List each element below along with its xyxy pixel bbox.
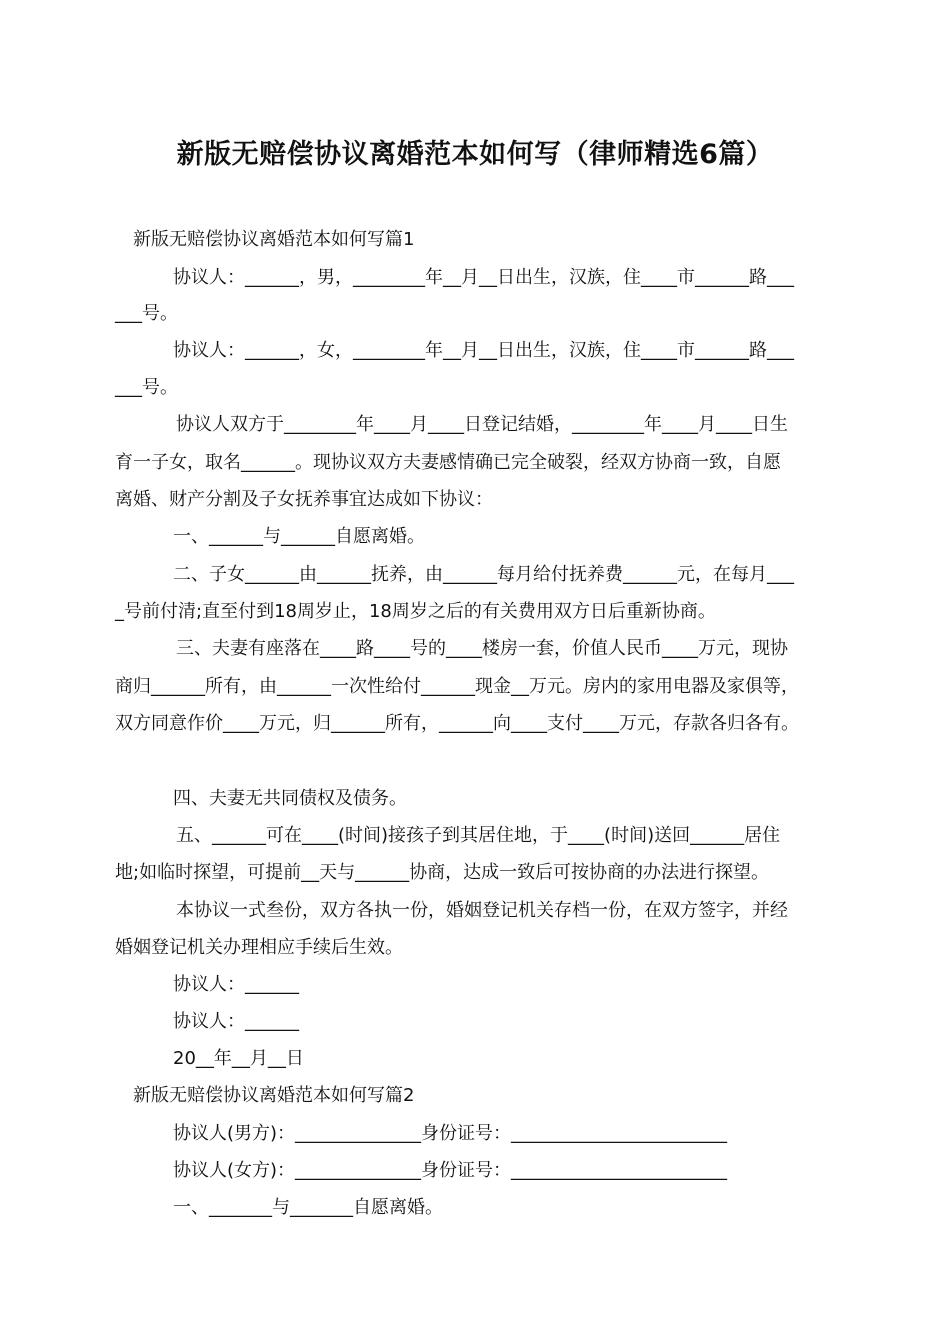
paragraph-line: ___号。 xyxy=(115,303,178,324)
signature-line: 协议人：______ xyxy=(173,1011,299,1032)
paragraph-line: ___号。 xyxy=(115,377,178,398)
paragraph-line: 二、子女______由______抚养，由______每月给付抚养费______元，在每月___ xyxy=(173,564,794,585)
paragraph-line: 商归______所有，由______一次性给付______现金__万元。房内的家用电器及家俱等， xyxy=(115,676,799,697)
paragraph-line: 育一子女，取名______。现协议双方夫妻感情确已完全破裂，经双方协商一致，自愿 xyxy=(115,452,781,473)
paragraph-line: 四、夫妻无共同债权及债务。 xyxy=(173,788,407,809)
paragraph-line: 双方同意作价____万元，归______所有，______向____支付____万元，存款各归各有。 xyxy=(115,713,799,734)
paragraph-line: 协议人：______，男，________年__月__日出生，汉族，住____市______路___ xyxy=(173,267,794,288)
paragraph-line: 协议人(男方)：______________身份证号：________________________ xyxy=(173,1123,728,1144)
date-line: 20__年__月__日 xyxy=(173,1048,304,1069)
paragraph-line: 一、_______与_______自愿离婚。 xyxy=(173,1197,443,1218)
paragraph-line: 本协议一式叁份，双方各执一份，婚姻登记机关存档一份，在双方签字，并经 xyxy=(176,900,788,921)
paragraph-line: 三、夫妻有座落在____路____号的____楼房一套，价值人民币____万元，现协 xyxy=(176,638,788,659)
signature-line: 协议人：______ xyxy=(173,974,299,995)
paragraph-line: 一、______与______自愿离婚。 xyxy=(173,526,425,547)
section-heading-2: 新版无赔偿协议离婚范本如何写篇2 xyxy=(133,1085,415,1106)
paragraph-line: 婚姻登记机关办理相应手续后生效。 xyxy=(115,937,403,958)
paragraph-line: 地;如临时探望，可提前__天与______协商，达成一致后可按协商的办法进行探望。 xyxy=(115,862,770,883)
paragraph-line: 离婚、财产分割及子女抚养事宜达成如下协议： xyxy=(115,489,493,510)
section-heading-1: 新版无赔偿协议离婚范本如何写篇1 xyxy=(133,229,415,250)
paragraph-line: 协议人：______，女，________年__月__日出生，汉族，住____市______路___ xyxy=(173,340,794,361)
paragraph-line: 五、______可在____(时间)接孩子到其居住地，于____(时间)送回______居住 xyxy=(176,825,781,846)
paragraph-line: 协议人(女方)：______________身份证号：________________________ xyxy=(173,1160,728,1181)
paragraph-line: _号前付清;直至付到18周岁止，18周岁之后的有关费用双方日后重新协商。 xyxy=(115,601,716,622)
paragraph-line: 协议人双方于________年____月____日登记结婚，________年____月____日生 xyxy=(176,414,788,435)
document-title: 新版无赔偿协议离婚范本如何写（律师精选6篇） xyxy=(176,139,774,170)
